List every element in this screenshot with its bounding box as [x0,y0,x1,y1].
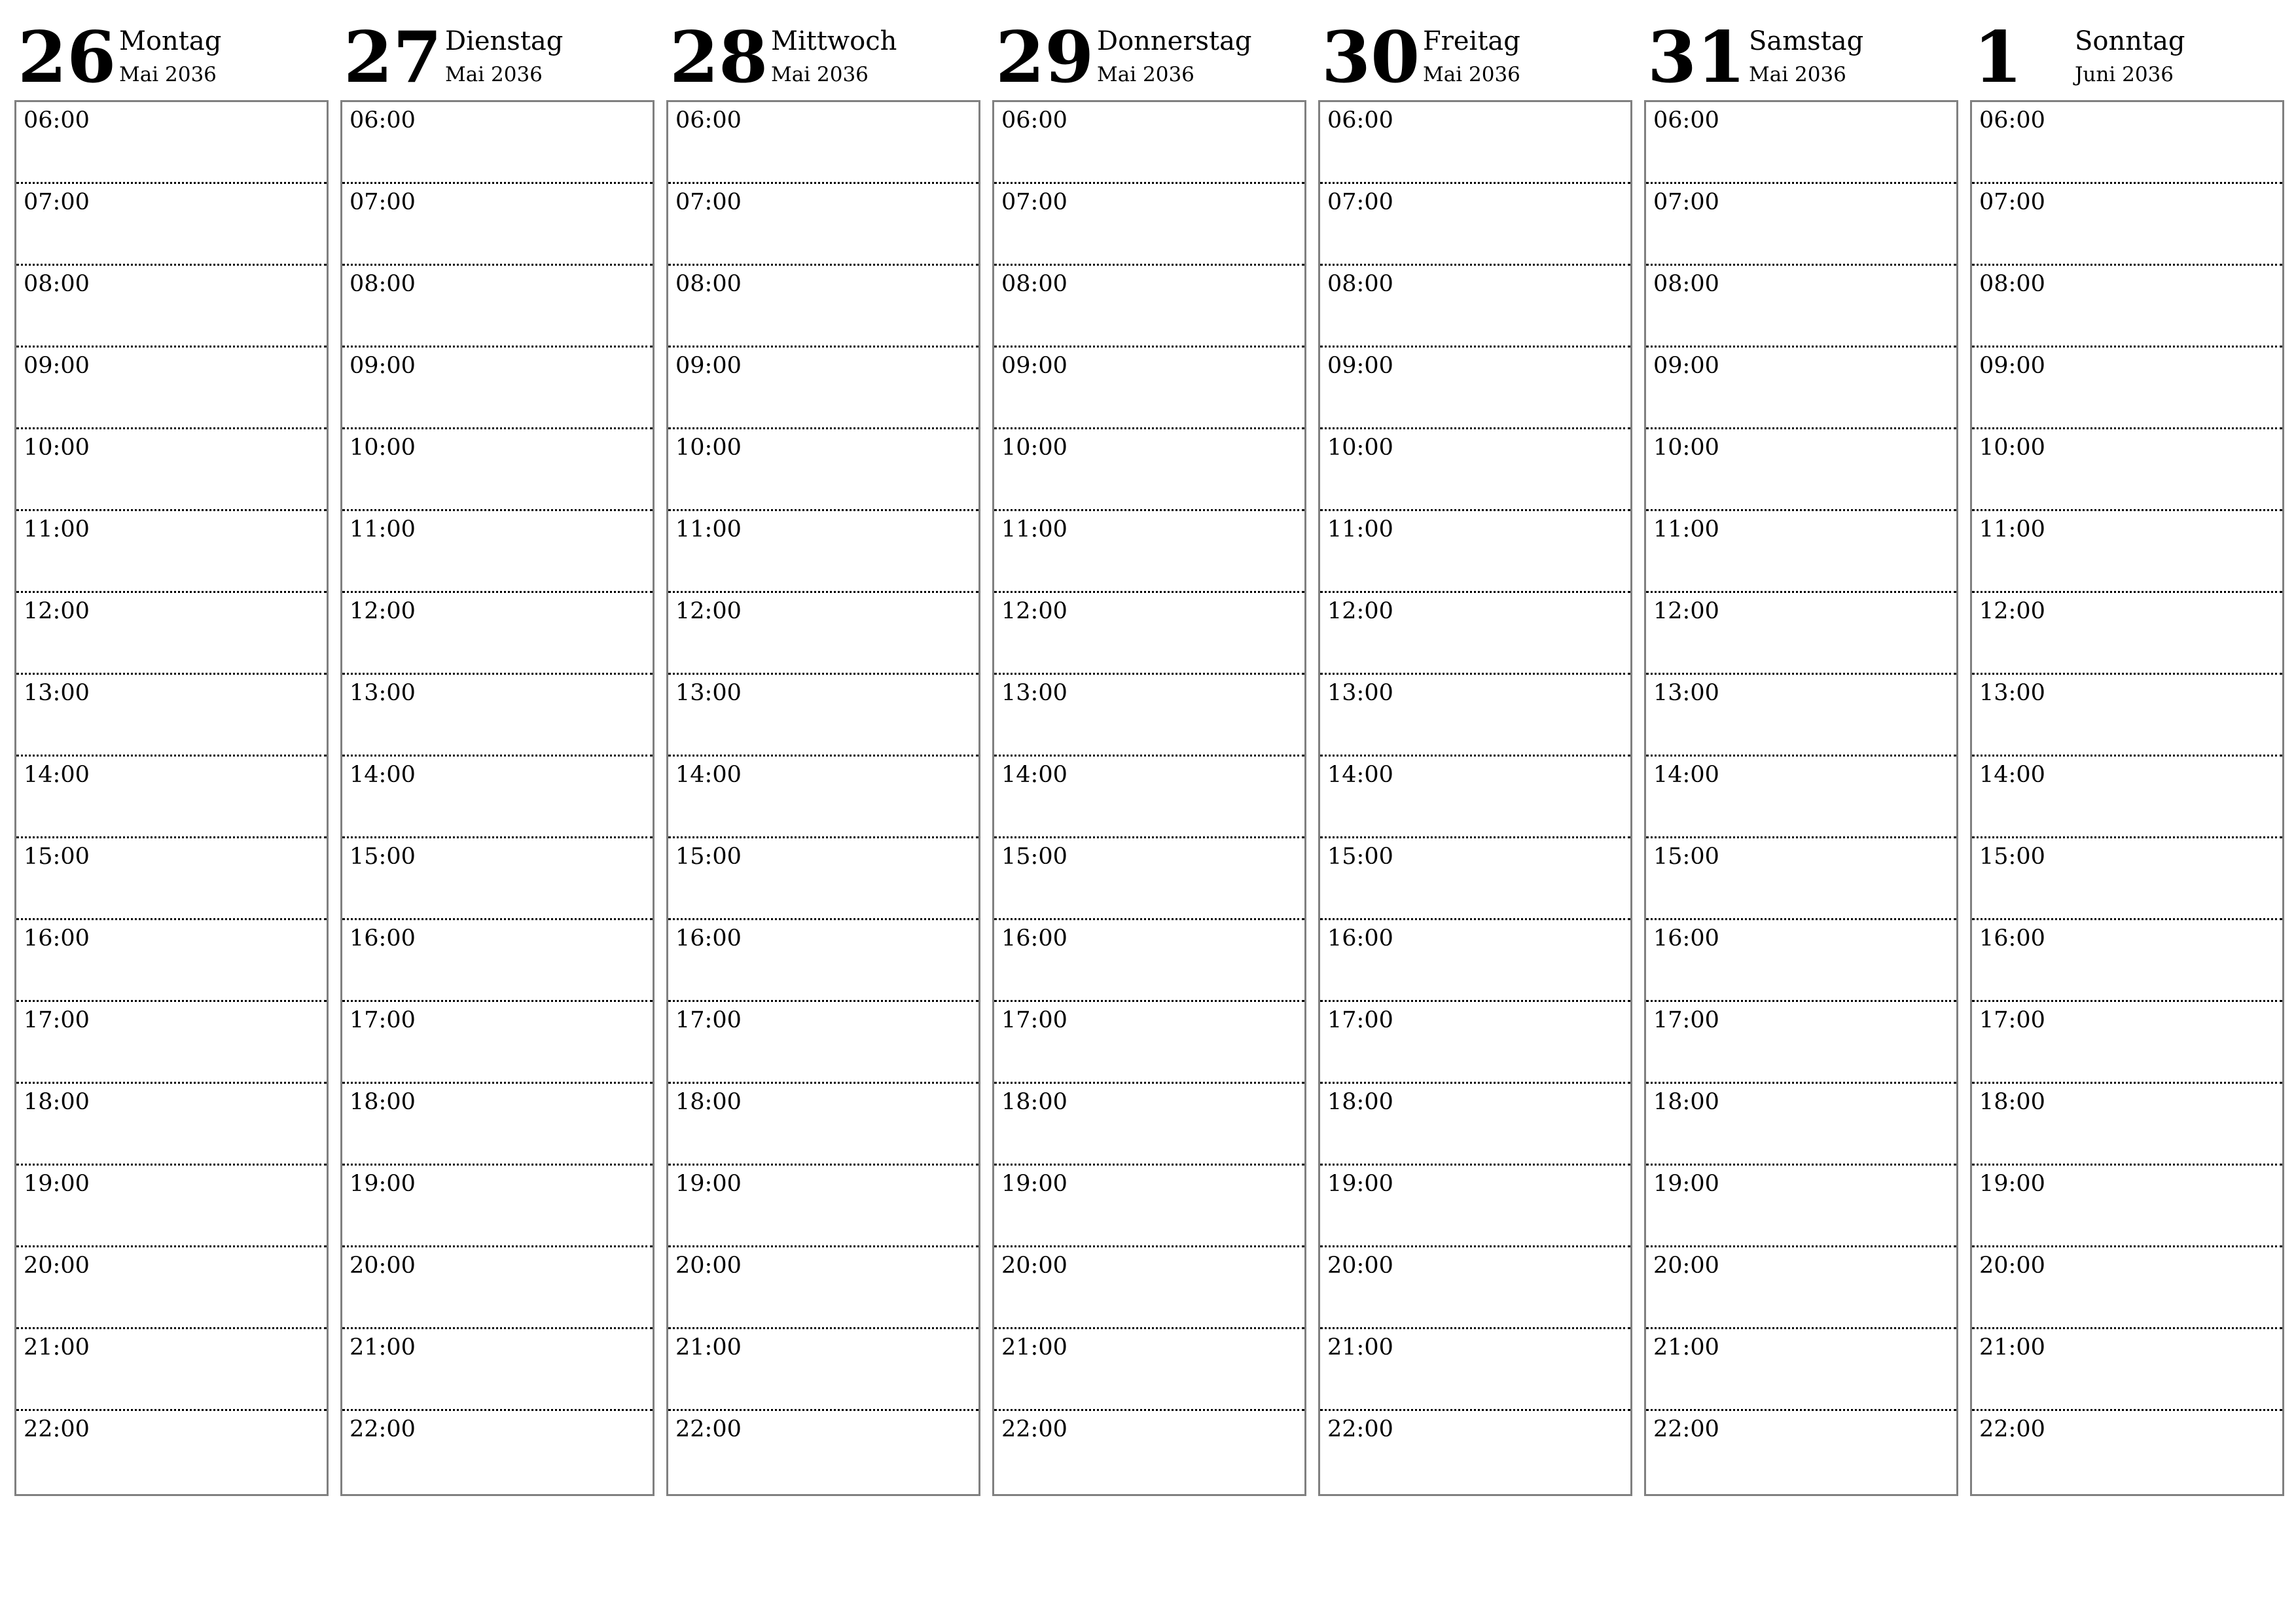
time-label: 21:00 [1653,1334,1719,1361]
time-label: 14:00 [1001,762,1067,788]
time-label: 21:00 [675,1334,742,1361]
time-slot[interactable] [1320,838,1630,920]
time-label: 22:00 [24,1416,90,1442]
time-slot[interactable] [994,348,1304,429]
time-slot[interactable] [1646,1166,1956,1247]
time-label: 16:00 [675,925,742,952]
time-label: 12:00 [1653,598,1719,624]
time-slot[interactable] [16,1329,327,1411]
time-slot[interactable] [668,429,978,511]
time-slot[interactable] [1646,1247,1956,1329]
day-header [14,0,327,98]
day-number: 28 [670,16,768,99]
day-header [1644,0,1957,98]
time-slot[interactable] [668,1166,978,1247]
time-label: 14:00 [350,762,416,788]
time-label: 12:00 [350,598,416,624]
time-label: 15:00 [24,844,90,870]
time-slot[interactable] [668,1084,978,1166]
time-label: 15:00 [675,844,742,870]
time-slot[interactable] [16,429,327,511]
time-label: 14:00 [675,762,742,788]
time-slot[interactable] [1320,266,1630,348]
time-label: 17:00 [1327,1007,1393,1033]
time-slot[interactable] [1972,184,2282,266]
time-label: 09:00 [350,353,416,379]
time-label: 21:00 [1001,1334,1067,1361]
time-slot[interactable] [16,1084,327,1166]
time-label: 17:00 [350,1007,416,1033]
time-slot[interactable] [668,675,978,757]
time-label: 11:00 [1327,516,1393,543]
time-label: 18:00 [675,1089,742,1115]
time-slot[interactable] [1320,348,1630,429]
time-slot[interactable] [994,675,1304,757]
time-label: 20:00 [1653,1253,1719,1279]
time-label: 20:00 [1327,1253,1393,1279]
time-slot[interactable] [1320,1084,1630,1166]
time-slot[interactable] [1646,1084,1956,1166]
time-slot[interactable] [1320,1329,1630,1411]
time-slot[interactable] [1320,593,1630,675]
time-label: 17:00 [24,1007,90,1033]
time-label: 14:00 [24,762,90,788]
time-slot[interactable] [16,838,327,920]
day-column [14,0,327,1499]
time-slot[interactable] [668,1247,978,1329]
time-label: 22:00 [1979,1416,2045,1442]
time-grid [14,100,329,1496]
time-slot[interactable] [1972,593,2282,675]
time-slot[interactable] [342,348,653,429]
day-month: Mai 2036 [119,63,217,86]
time-slot[interactable] [668,1002,978,1084]
time-label: 08:00 [1979,271,2045,297]
time-label: 14:00 [1653,762,1719,788]
day-number: 30 [1321,16,1420,99]
time-slot[interactable] [668,102,978,184]
time-label: 17:00 [1979,1007,2045,1033]
time-label: 19:00 [1327,1171,1393,1197]
time-slot[interactable] [994,429,1304,511]
time-label: 18:00 [350,1089,416,1115]
time-label: 16:00 [350,925,416,952]
time-label: 16:00 [1653,925,1719,952]
time-label: 06:00 [1327,107,1393,134]
day-month: Mai 2036 [1097,63,1194,86]
time-slot[interactable] [342,184,653,266]
time-label: 09:00 [1327,353,1393,379]
time-slot[interactable] [668,593,978,675]
time-label: 17:00 [1653,1007,1719,1033]
time-label: 16:00 [1979,925,2045,952]
time-slot[interactable] [1646,184,1956,266]
time-label: 22:00 [675,1416,742,1442]
time-label: 07:00 [1001,189,1067,215]
time-slot[interactable] [1646,348,1956,429]
time-slot[interactable] [994,184,1304,266]
day-name: Dienstag [445,26,564,56]
time-label: 13:00 [1001,680,1067,706]
time-label: 15:00 [1653,844,1719,870]
time-slot[interactable] [1320,757,1630,838]
time-label: 16:00 [1001,925,1067,952]
time-slot[interactable] [342,920,653,1002]
time-slot[interactable] [1972,757,2282,838]
time-slot[interactable] [16,920,327,1002]
time-label: 06:00 [1001,107,1067,134]
time-slot[interactable] [342,1247,653,1329]
time-slot[interactable] [1320,1002,1630,1084]
time-slot[interactable] [1320,429,1630,511]
time-label: 19:00 [675,1171,742,1197]
time-label: 14:00 [1327,762,1393,788]
time-slot[interactable] [16,675,327,757]
time-label: 12:00 [675,598,742,624]
time-slot[interactable] [1972,102,2282,184]
time-grid [992,100,1306,1496]
time-label: 15:00 [350,844,416,870]
time-slot[interactable] [16,593,327,675]
time-label: 13:00 [1327,680,1393,706]
time-slot[interactable] [1972,920,2282,1002]
time-grid [1970,100,2284,1496]
time-label: 07:00 [1327,189,1393,215]
time-slot[interactable] [342,266,653,348]
time-slot[interactable] [342,511,653,593]
time-label: 19:00 [1979,1171,2045,1197]
time-label: 09:00 [675,353,742,379]
time-label: 13:00 [1653,680,1719,706]
time-label: 19:00 [24,1171,90,1197]
time-label: 19:00 [1001,1171,1067,1197]
day-column [1318,0,1631,1499]
day-month: Mai 2036 [445,63,543,86]
time-slot[interactable] [1646,511,1956,593]
time-label: 21:00 [1327,1334,1393,1361]
time-slot[interactable] [668,1329,978,1411]
time-slot[interactable] [16,184,327,266]
time-label: 06:00 [350,107,416,134]
time-label: 06:00 [1653,107,1719,134]
time-slot[interactable] [342,838,653,920]
time-slot[interactable] [994,838,1304,920]
time-grid [666,100,980,1496]
time-label: 15:00 [1001,844,1067,870]
time-label: 06:00 [675,107,742,134]
time-slot[interactable] [342,102,653,184]
day-column [1970,0,2283,1499]
time-slot[interactable] [994,1411,1304,1494]
time-slot[interactable] [1972,429,2282,511]
time-slot[interactable] [1646,675,1956,757]
time-label: 11:00 [350,516,416,543]
time-slot[interactable] [1972,1084,2282,1166]
time-slot[interactable] [16,266,327,348]
time-label: 13:00 [24,680,90,706]
day-number: 26 [18,16,117,99]
time-label: 22:00 [1653,1416,1719,1442]
time-slot[interactable] [668,757,978,838]
time-slot[interactable] [1972,348,2282,429]
time-label: 16:00 [24,925,90,952]
time-label: 10:00 [1327,435,1393,461]
time-label: 12:00 [1327,598,1393,624]
time-label: 12:00 [1979,598,2045,624]
time-label: 08:00 [350,271,416,297]
time-label: 18:00 [24,1089,90,1115]
day-name: Sonntag [2075,26,2185,56]
time-slot[interactable] [668,348,978,429]
day-month: Mai 2036 [1423,63,1520,86]
day-name: Mittwoch [771,26,897,56]
time-label: 19:00 [1653,1171,1719,1197]
time-slot[interactable] [994,1002,1304,1084]
time-label: 18:00 [1001,1089,1067,1115]
time-slot[interactable] [1972,1247,2282,1329]
time-slot[interactable] [994,511,1304,593]
time-label: 11:00 [675,516,742,543]
time-label: 13:00 [1979,680,2045,706]
time-label: 09:00 [1979,353,2045,379]
time-slot[interactable] [668,1411,978,1494]
day-header [1970,0,2283,98]
time-slot[interactable] [994,102,1304,184]
time-slot[interactable] [1646,757,1956,838]
time-slot[interactable] [16,102,327,184]
time-slot[interactable] [1972,675,2282,757]
day-number: 27 [344,16,442,99]
time-slot[interactable] [1320,1247,1630,1329]
time-slot[interactable] [342,1002,653,1084]
time-label: 12:00 [1001,598,1067,624]
time-label: 07:00 [1653,189,1719,215]
time-grid [1318,100,1632,1496]
day-column [340,0,653,1499]
time-label: 08:00 [1327,271,1393,297]
time-label: 10:00 [24,435,90,461]
time-slot[interactable] [994,1166,1304,1247]
time-label: 07:00 [1979,189,2045,215]
time-label: 21:00 [24,1334,90,1361]
time-label: 06:00 [24,107,90,134]
time-slot[interactable] [1972,838,2282,920]
day-column [1644,0,1957,1499]
time-slot[interactable] [342,1411,653,1494]
time-slot[interactable] [994,920,1304,1002]
time-slot[interactable] [1320,511,1630,593]
time-label: 20:00 [675,1253,742,1279]
time-label: 11:00 [1653,516,1719,543]
time-label: 07:00 [350,189,416,215]
time-label: 08:00 [1001,271,1067,297]
time-label: 10:00 [1653,435,1719,461]
time-slot[interactable] [1646,593,1956,675]
time-slot[interactable] [1646,838,1956,920]
day-number: 1 [1973,16,2023,99]
day-column [992,0,1305,1499]
time-label: 20:00 [1979,1253,2045,1279]
time-slot[interactable] [342,1166,653,1247]
time-slot[interactable] [668,838,978,920]
day-header [992,0,1305,98]
time-slot[interactable] [668,266,978,348]
time-slot[interactable] [16,757,327,838]
time-slot[interactable] [1646,1411,1956,1494]
day-name: Donnerstag [1097,26,1252,56]
time-label: 19:00 [350,1171,416,1197]
time-slot[interactable] [16,1247,327,1329]
day-name: Freitag [1423,26,1520,56]
day-number: 29 [996,16,1094,99]
day-header [1318,0,1631,98]
time-slot[interactable] [1972,1002,2282,1084]
day-column [666,0,979,1499]
time-slot[interactable] [16,1002,327,1084]
time-slot[interactable] [1320,184,1630,266]
time-label: 11:00 [1001,516,1067,543]
time-slot[interactable] [1972,511,2282,593]
time-label: 20:00 [24,1253,90,1279]
time-slot[interactable] [994,593,1304,675]
time-slot[interactable] [16,1411,327,1494]
time-label: 22:00 [1327,1416,1393,1442]
time-slot[interactable] [1972,1329,2282,1411]
day-month: Mai 2036 [771,63,869,86]
time-label: 08:00 [675,271,742,297]
time-slot[interactable] [1646,1329,1956,1411]
time-slot[interactable] [16,348,327,429]
time-slot[interactable] [1320,675,1630,757]
time-slot[interactable] [16,511,327,593]
time-label: 20:00 [1001,1253,1067,1279]
time-slot[interactable] [668,920,978,1002]
time-slot[interactable] [1320,1166,1630,1247]
time-label: 21:00 [1979,1334,2045,1361]
time-label: 20:00 [350,1253,416,1279]
time-slot[interactable] [994,1084,1304,1166]
time-slot[interactable] [1972,266,2282,348]
time-label: 10:00 [350,435,416,461]
time-label: 09:00 [1653,353,1719,379]
time-label: 09:00 [24,353,90,379]
day-month: Juni 2036 [2075,63,2174,86]
time-slot[interactable] [1320,1411,1630,1494]
time-label: 16:00 [1327,925,1393,952]
time-label: 06:00 [1979,107,2045,134]
time-slot[interactable] [1646,1002,1956,1084]
time-grid [1644,100,1958,1496]
time-label: 15:00 [1979,844,2045,870]
time-slot[interactable] [342,757,653,838]
time-slot[interactable] [1646,102,1956,184]
time-label: 11:00 [1979,516,2045,543]
time-grid [340,100,655,1496]
time-label: 18:00 [1979,1089,2045,1115]
time-slot[interactable] [994,266,1304,348]
day-header [666,0,979,98]
time-label: 22:00 [1001,1416,1067,1442]
time-label: 08:00 [24,271,90,297]
time-slot[interactable] [342,1084,653,1166]
time-label: 08:00 [1653,271,1719,297]
time-label: 21:00 [350,1334,416,1361]
time-slot[interactable] [1320,920,1630,1002]
time-slot[interactable] [1972,1411,2282,1494]
time-label: 18:00 [1327,1089,1393,1115]
time-slot[interactable] [342,675,653,757]
day-name: Montag [119,26,222,56]
time-label: 13:00 [675,680,742,706]
time-slot[interactable] [342,429,653,511]
time-slot[interactable] [1646,266,1956,348]
time-label: 13:00 [350,680,416,706]
time-label: 10:00 [675,435,742,461]
time-label: 10:00 [1001,435,1067,461]
time-label: 12:00 [24,598,90,624]
time-label: 17:00 [1001,1007,1067,1033]
day-header [340,0,653,98]
time-slot[interactable] [994,757,1304,838]
time-slot[interactable] [342,1329,653,1411]
time-label: 07:00 [675,189,742,215]
time-label: 22:00 [350,1416,416,1442]
time-slot[interactable] [1972,1166,2282,1247]
time-label: 11:00 [24,516,90,543]
time-label: 15:00 [1327,844,1393,870]
weekly-planner [14,0,2292,1499]
time-slot[interactable] [16,1166,327,1247]
time-label: 18:00 [1653,1089,1719,1115]
time-label: 07:00 [24,189,90,215]
time-slot[interactable] [1646,429,1956,511]
time-slot[interactable] [668,184,978,266]
time-slot[interactable] [668,511,978,593]
time-label: 09:00 [1001,353,1067,379]
time-label: 14:00 [1979,762,2045,788]
time-slot[interactable] [1646,920,1956,1002]
time-label: 10:00 [1979,435,2045,461]
time-slot[interactable] [994,1329,1304,1411]
time-slot[interactable] [994,1247,1304,1329]
day-month: Mai 2036 [1749,63,1846,86]
time-label: 17:00 [675,1007,742,1033]
day-name: Samstag [1749,26,1864,56]
day-number: 31 [1647,16,1746,99]
time-slot[interactable] [342,593,653,675]
time-slot[interactable] [1320,102,1630,184]
